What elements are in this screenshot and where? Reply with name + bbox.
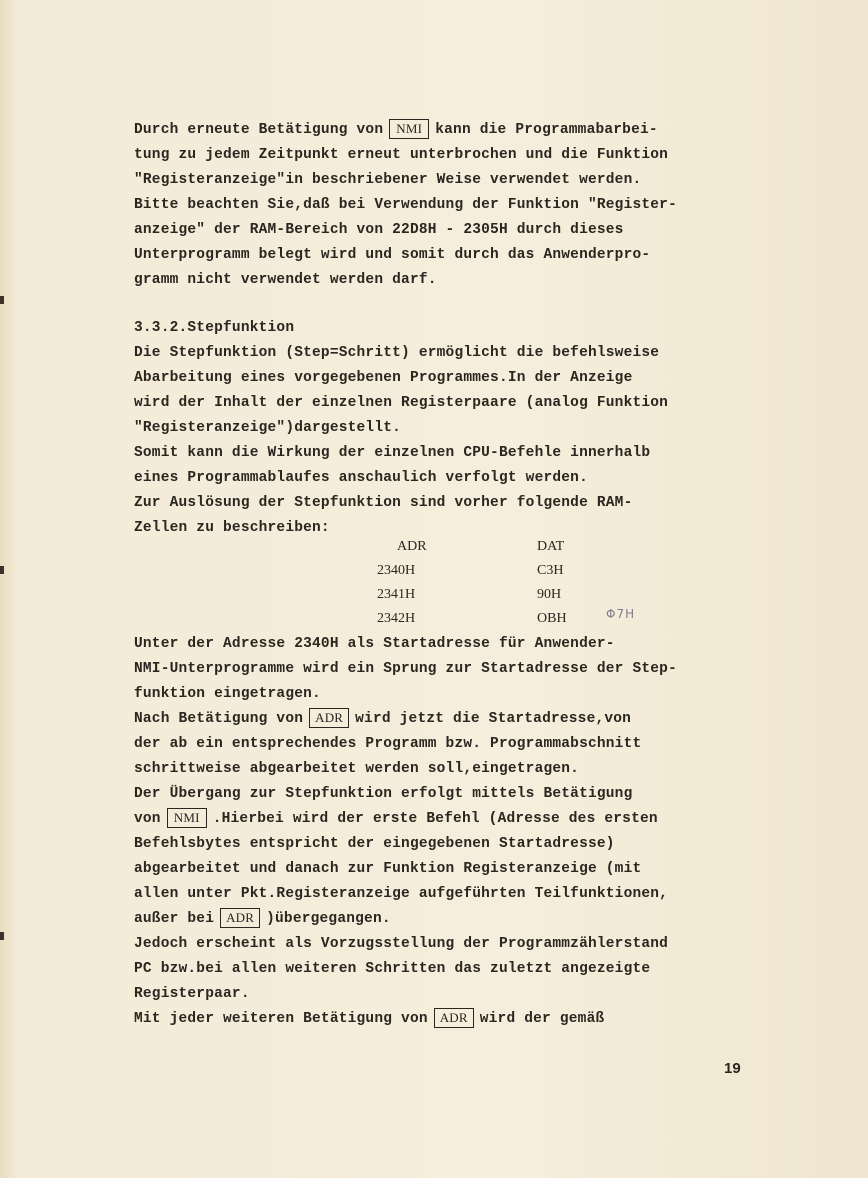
text-line: Die Stepfunktion (Step=Schritt) ermöglicht die befehlsweise	[134, 345, 660, 361]
text-line: PC bzw.bei allen weiteren Schritten das zuletzt angezeigte	[134, 961, 651, 977]
text-line: wird der Inhalt der einzelnen Registerpaare (analog Funktion	[134, 395, 669, 411]
cell-adr: 2342H	[377, 611, 416, 626]
cell-adr: 2340H	[377, 563, 416, 578]
text-line: Jedoch erscheint als Vorzugsstellung der Programmzählerstand	[134, 936, 669, 952]
text-line: NMI-Unterprogramme wird ein Sprung zur Startadresse der Step-	[134, 661, 677, 677]
adr-key-label: ADR	[220, 908, 260, 928]
text-line: funktion eingetragen.	[134, 686, 321, 702]
text-span: Durch erneute Betätigung von	[134, 122, 384, 138]
paragraph-stepfunktion-details	[134, 632, 764, 1032]
text-line: allen unter Pkt.Registeranzeige aufgeführten Teilfunktionen,	[134, 886, 669, 902]
text-span: )übergegangen.	[266, 911, 391, 927]
text-line	[134, 118, 764, 143]
text-line: Bitte beachten Sie,daß bei Verwendung der Funktion "Register-	[134, 197, 677, 213]
text-span: Mit jeder weiteren Betätigung von	[134, 1011, 428, 1027]
text-line: Befehlsbytes entspricht der eingegebenen Startadresse)	[134, 836, 615, 852]
column-header-dat: DAT	[537, 539, 565, 554]
text-line	[134, 1007, 764, 1032]
text-span: von	[134, 811, 161, 827]
text-line: Abarbeitung eines vorgegebenen Programmes.In der Anzeige	[134, 370, 633, 386]
text-span: .Hierbei wird der erste Befehl (Adresse des ersten	[212, 811, 658, 827]
cell-dat: C3H	[537, 563, 564, 578]
text-line	[134, 907, 764, 932]
cell-dat: 90H	[537, 587, 562, 602]
text-line: der ab ein entsprechendes Programm bzw. Programmabschnitt	[134, 736, 642, 752]
page-number: 19	[724, 1060, 741, 1077]
binding-mark	[0, 296, 4, 304]
text-line: gramm nicht verwendet werden darf.	[134, 272, 437, 288]
handwritten-note: Φ7H	[606, 607, 636, 621]
cell-adr: 2341H	[377, 587, 416, 602]
text-line: Somit kann die Wirkung der einzelnen CPU-Befehle innerhalb	[134, 445, 651, 461]
table-row	[377, 559, 677, 583]
text-line: abgearbeitet und danach zur Funktion Registeranzeige (mit	[134, 861, 642, 877]
text-span: außer bei	[134, 911, 215, 927]
text-span: wird jetzt die Startadresse,von	[355, 711, 632, 727]
text-line: tung zu jedem Zeitpunkt erneut unterbrochen und die Funktion	[134, 147, 669, 163]
table-row	[377, 583, 677, 607]
text-line: eines Programmablaufes anschaulich verfolgt werden.	[134, 470, 588, 486]
text-span: kann die Programmabarbei-	[435, 122, 658, 138]
cell-dat: OBH	[537, 611, 567, 626]
text-line: Zur Auslösung der Stepfunktion sind vorher folgende RAM-	[134, 495, 633, 511]
paragraph-registeranzeige	[134, 118, 764, 293]
section-stepfunktion	[134, 316, 764, 541]
nmi-key-label: NMI	[389, 119, 429, 139]
text-line: anzeige" der RAM-Bereich von 22D8H - 2305H durch dieses	[134, 222, 624, 238]
text-line: "Registeranzeige")dargestellt.	[134, 420, 402, 436]
text-line: Der Übergang zur Stepfunktion erfolgt mittels Betätigung	[134, 786, 633, 802]
section-heading: 3.3.2.Stepfunktion	[134, 320, 295, 336]
table-header-row	[377, 535, 677, 559]
text-span: wird der gemäß	[479, 1011, 605, 1027]
text-span: Nach Betätigung von	[134, 711, 304, 727]
text-line: "Registeranzeige"in beschriebener Weise verwendet werden.	[134, 172, 642, 188]
adr-key-label: ADR	[434, 1008, 474, 1028]
adr-key-label: ADR	[309, 708, 349, 728]
text-line	[134, 707, 764, 732]
binding-mark	[0, 566, 4, 574]
binding-mark	[0, 932, 4, 940]
nmi-key-label: NMI	[167, 808, 207, 828]
text-line: Registerpaar.	[134, 986, 250, 1002]
text-line: Unter der Adresse 2340H als Startadresse für Anwender-	[134, 636, 615, 652]
text-line: Unterprogramm belegt wird und somit durch das Anwenderpro-	[134, 247, 651, 263]
text-line	[134, 807, 764, 832]
text-line: Zellen zu beschreiben:	[134, 520, 330, 536]
text-line: schrittweise abgearbeitet werden soll,eingetragen.	[134, 761, 580, 777]
column-header-adr: ADR	[397, 539, 427, 554]
